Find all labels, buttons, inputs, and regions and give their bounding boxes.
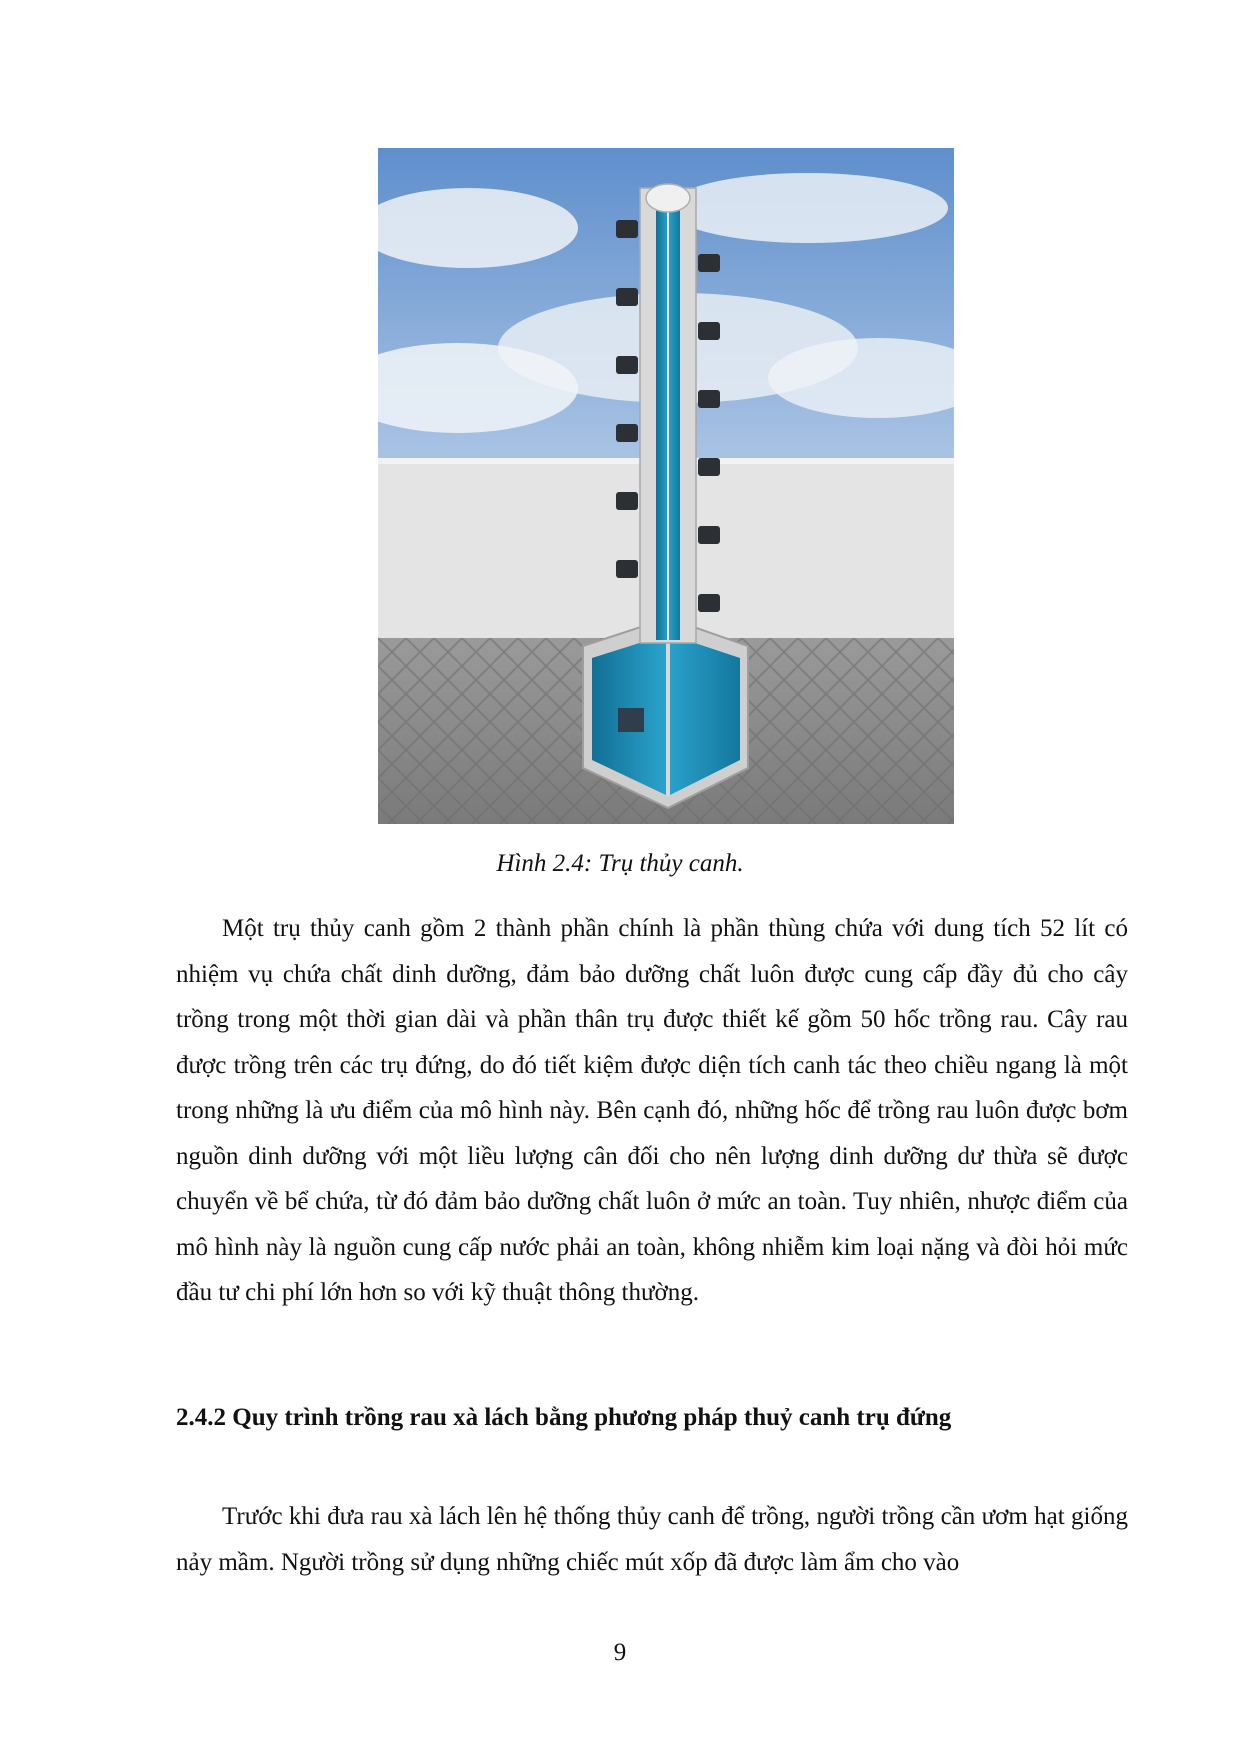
- hydroponic-tower-figure: [378, 148, 954, 824]
- page-number: 9: [613, 1639, 627, 1666]
- section-heading: 2.4.2 Quy trình trồng rau xà lách bằng phương pháp thuỷ canh trụ đứng: [176, 1404, 952, 1431]
- tower-top: [646, 184, 690, 212]
- body-paragraph: Trước khi đưa rau xà lách lên hệ thống thủy canh để trồng, người trồng cần ươm hạt giống nảy mầm. Người trồng sử dụng những chiếc mút xốp đã được làm ẩm cho vào: [176, 1503, 1128, 1576]
- figure-caption: Hình 2.4: Trụ thủy canh.: [496, 850, 744, 877]
- body-paragraph: Một trụ thủy canh gồm 2 thành phần chính là phần thùng chứa với dung tích 52 lít có nhiệm vụ chứa chất dinh dưỡng, đảm bảo dưỡng chất luôn được cung cấp đầy đủ cho cây trồng trong một thời gian dài và phần thân trụ được thiết kế gồm 50 hốc trồng rau. Cây rau được trồng trên các trụ đứng, do đó tiết kiệm được diện tích canh tác theo chiều ngang là một trong những là ưu điểm của mô hình này. Bên cạnh đó, những hốc để trồng rau luôn được bơm nguồn dinh dưỡng với một liều lượng cân đối cho nên lượng dinh dưỡng dư thừa sẽ được chuyển về bể chứa, từ đó đảm bảo dưỡng chất luôn ở mức an toàn. Tuy nhiên, nhược điểm của mô hình này là nguồn cung cấp nước phải an toàn, không nhiễm kim loại nặng và đòi hỏi mức đầu tư chi phí lớn hơn so với kỹ thuật thông thường.: [176, 915, 1128, 1306]
- hydroponic-tower-image: [378, 148, 954, 824]
